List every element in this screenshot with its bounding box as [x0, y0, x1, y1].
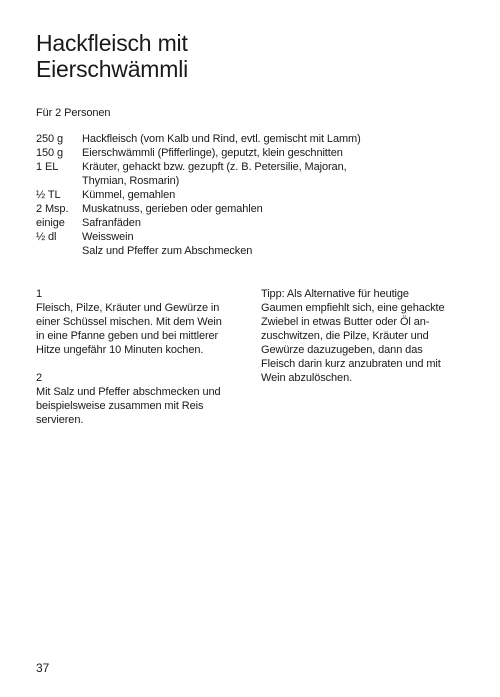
- tip-text-line: Wein abzulöschen.: [261, 372, 353, 384]
- step-text-line: einer Schüssel mischen. Mit dem Wein: [36, 316, 222, 328]
- ingredient-quantity: 1 EL: [36, 161, 59, 173]
- ingredient-quantity: einige: [36, 217, 65, 229]
- tip-box: [261, 287, 471, 385]
- ingredient-quantity: [36, 244, 82, 258]
- ingredient-name: Salz und Pfeffer zum Abschmecken: [82, 245, 253, 257]
- instruction-steps: [36, 287, 246, 441]
- ingredient-row: [36, 132, 476, 146]
- step-number: 2: [36, 372, 43, 384]
- step-text-line: Mit Salz und Pfeffer abschmecken und: [36, 386, 221, 398]
- tip-text-line: Gewürze dazuzugeben, dann das: [261, 344, 423, 356]
- ingredient-row: [36, 244, 476, 258]
- ingredient-name: Thymian, Rosmarin): [82, 175, 180, 187]
- tip-text-line: Zwiebel in etwas Butter oder Öl an-: [261, 316, 430, 328]
- instruction-step: [36, 287, 246, 357]
- ingredient-quantity: 250 g: [36, 133, 64, 145]
- servings: Für 2 Personen: [36, 107, 111, 119]
- recipe-title: [36, 30, 188, 82]
- ingredient-name: Safranfäden: [82, 217, 141, 229]
- ingredient-name: Hackfleisch (vom Kalb und Rind, evtl. gemischt mit Lamm): [82, 133, 361, 145]
- ingredient-name: Kümmel, gemahlen: [82, 189, 176, 201]
- step-number: 1: [36, 288, 43, 300]
- tip-text-line: Fleisch darin kurz anzubraten und mit: [261, 358, 441, 370]
- tip-text-line: zuschwitzen, die Pilze, Kräuter und: [261, 330, 429, 342]
- ingredient-name: Eierschwämmli (Pfifferlinge), geputzt, klein geschnitten: [82, 147, 343, 159]
- ingredient-row: [36, 174, 476, 188]
- step-text-line: Hitze ungefähr 10 Minuten kochen.: [36, 344, 204, 356]
- step-text-line: in eine Pfanne geben und bei mittlerer: [36, 330, 219, 342]
- recipe-title-line-2: Eierschwämmli: [36, 56, 189, 82]
- ingredient-list: [36, 132, 476, 258]
- page-number: 37: [36, 661, 50, 675]
- step-text-line: servieren.: [36, 414, 84, 426]
- ingredient-name: Weisswein: [82, 231, 134, 243]
- tip-text-line: Tipp: Als Alternative für heutige: [261, 288, 409, 300]
- ingredient-row: [36, 230, 476, 244]
- ingredient-name: Muskatnuss, gerieben oder gemahlen: [82, 203, 263, 215]
- ingredient-quantity: ½ dl: [36, 231, 57, 243]
- ingredient-row: [36, 216, 476, 230]
- ingredient-row: [36, 188, 476, 202]
- step-text-line: beispielsweise zusammen mit Reis: [36, 400, 204, 412]
- ingredient-quantity: ½ TL: [36, 189, 61, 201]
- ingredient-quantity: 2 Msp.: [36, 203, 69, 215]
- ingredient-row: [36, 146, 476, 160]
- tip-text-line: Gaumen empfiehlt sich, eine gehackte: [261, 302, 445, 314]
- recipe-title-line-1: Hackfleisch mit: [36, 30, 188, 56]
- ingredient-row: [36, 202, 476, 216]
- ingredient-quantity: 150 g: [36, 147, 64, 159]
- ingredient-name: Kräuter, gehackt bzw. gezupft (z. B. Petersilie, Majoran,: [82, 161, 347, 173]
- ingredient-row: [36, 160, 476, 174]
- ingredient-quantity: [36, 174, 82, 188]
- step-text-line: Fleisch, Pilze, Kräuter und Gewürze in: [36, 302, 220, 314]
- instruction-step: [36, 371, 246, 427]
